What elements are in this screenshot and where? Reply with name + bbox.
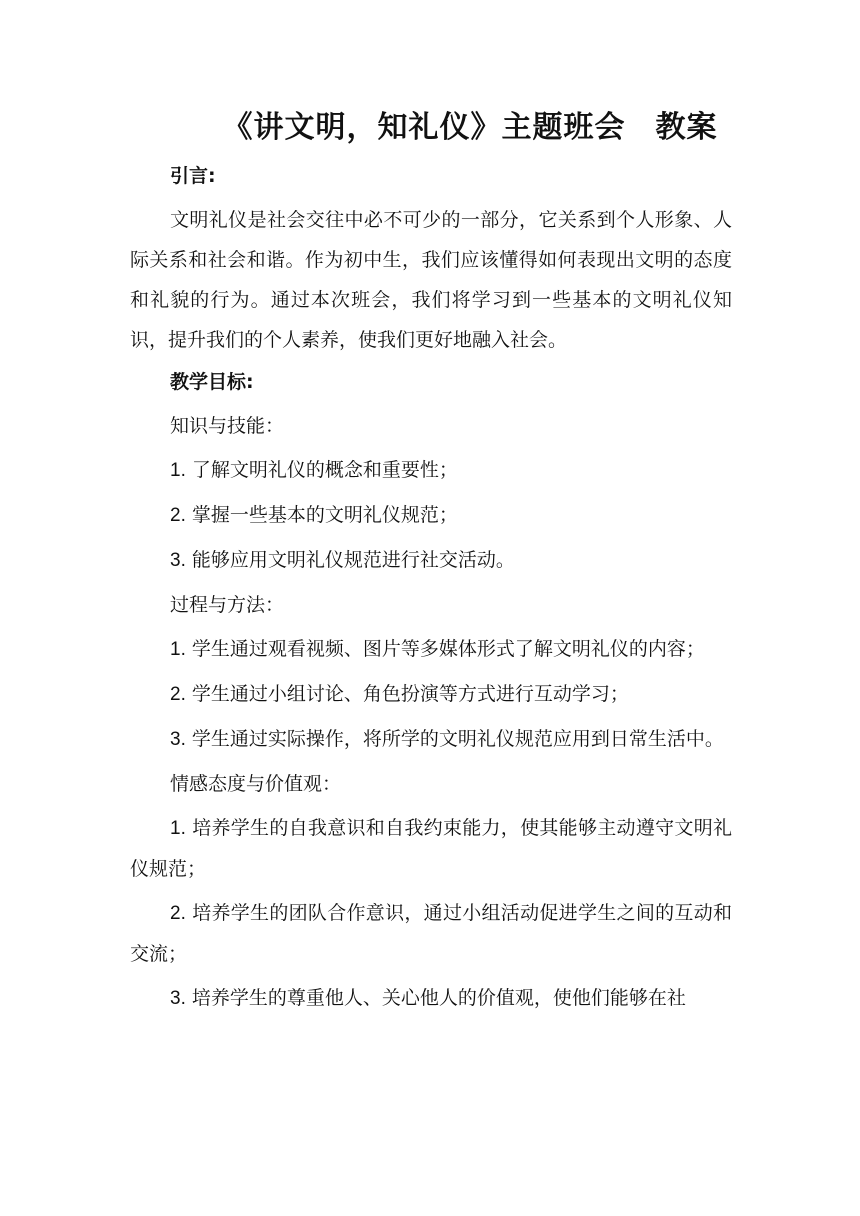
item-number: 2.: [170, 505, 186, 526]
intro-paragraph: 文明礼仪是社会交往中必不可少的一部分，它关系到个人形象、人际关系和社会和谐。作为初中生，我们应该懂得如何表现出文明的态度和礼貌的行为。通过本次班会，我们将学习到一些基本的文明礼仪知识，提升我们的个人素养，使我们更好地融入社会。: [130, 209, 732, 351]
title-suffix: 教案: [655, 110, 718, 145]
section-label-process: 过程与方法：: [170, 594, 285, 616]
item-number: 1.: [170, 639, 186, 660]
list-item: [130, 808, 732, 889]
list-item: [130, 450, 732, 491]
item-number: 2.: [170, 903, 186, 924]
item-number: 1.: [170, 460, 186, 481]
item-number: 3.: [170, 550, 186, 571]
item-text: 学生通过小组讨论、角色扮演等方式进行互动学习；: [191, 683, 629, 705]
list-item: [130, 495, 732, 536]
item-text: 学生通过观看视频、图片等多媒体形式了解文明礼仪的内容；: [191, 638, 705, 660]
document-body: [130, 154, 732, 1019]
item-number: 3.: [170, 729, 186, 750]
list-item: [130, 719, 732, 760]
section-label-values: 情感态度与价值观：: [170, 773, 342, 795]
title-main: 《讲文明，知礼仪》主题班会: [222, 110, 626, 145]
list-item: [130, 629, 732, 670]
item-text: 能够应用文明礼仪规范进行社交活动。: [191, 549, 515, 571]
document-title: [0, 104, 860, 152]
list-item: [130, 978, 732, 1019]
item-text: 培养学生的尊重他人、关心他人的价值观，使他们能够在社: [191, 987, 686, 1009]
item-text: 了解文明礼仪的概念和重要性；: [191, 459, 458, 481]
goals-heading: 教学目标:: [170, 371, 254, 393]
intro-heading: 引言:: [170, 165, 216, 187]
item-text: 掌握一些基本的文明礼仪规范；: [191, 504, 458, 526]
list-item: [130, 893, 732, 974]
item-text: 学生通过实际操作，将所学的文明礼仪规范应用到日常生活中。: [191, 728, 724, 750]
item-text: 培养学生的自我意识和自我约束能力，使其能够主动遵守文明礼仪规范；: [130, 817, 732, 880]
item-number: 2.: [170, 684, 186, 705]
item-number: 1.: [170, 818, 186, 839]
list-item: [130, 540, 732, 581]
list-item: [130, 674, 732, 715]
item-number: 3.: [170, 988, 186, 1009]
section-label-knowledge: 知识与技能：: [170, 415, 285, 437]
item-text: 培养学生的团队合作意识，通过小组活动促进学生之间的互动和交流；: [130, 902, 732, 965]
